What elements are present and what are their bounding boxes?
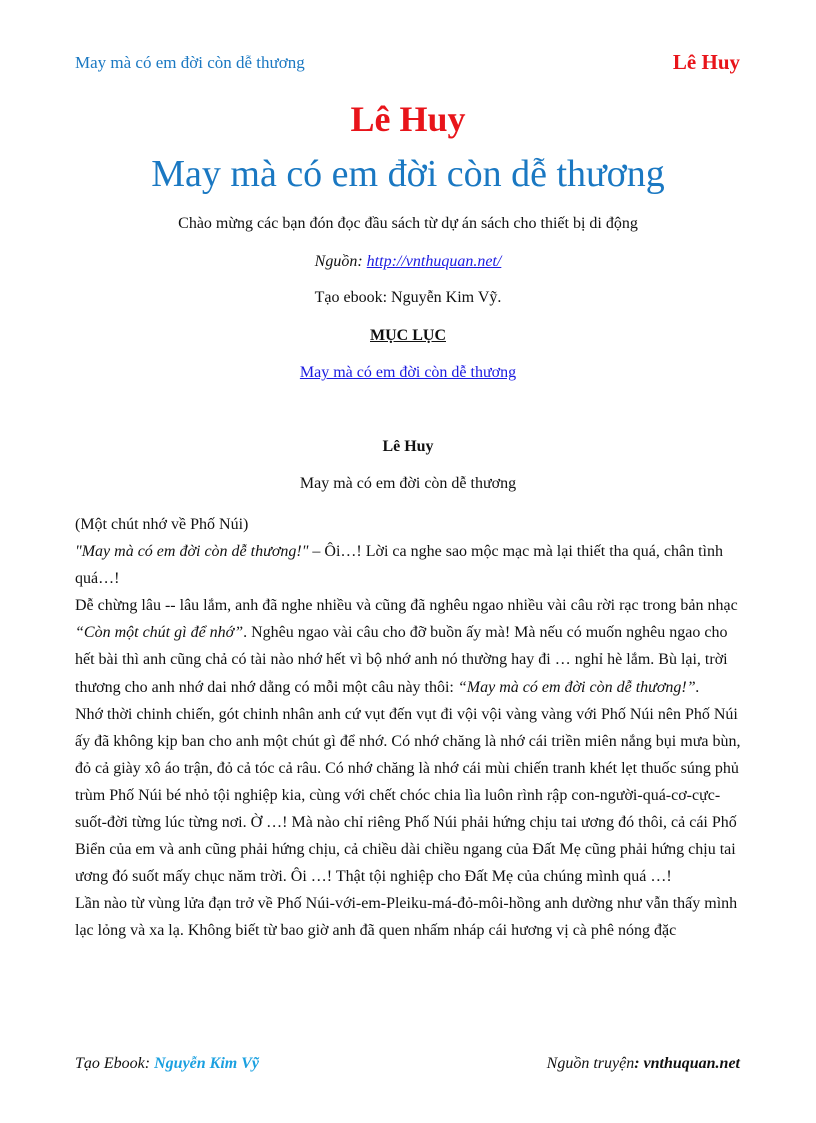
running-header — [75, 50, 740, 76]
footer-ebook-credit — [75, 1055, 259, 1073]
footer-left-label: Tạo Ebook — [75, 1055, 145, 1072]
toc-heading: MỤC LỤC — [370, 327, 446, 344]
song-title: “Còn một chút gì để nhớ” — [75, 624, 244, 642]
footer-right-sep: : — [634, 1055, 644, 1072]
paragraph-2-text-a: Dễ chừng lâu -- lâu lắm, anh đã nghe nhiều và cũng đã nghêu ngao nhiều vài câu rời rạc trong bản nhạc — [75, 597, 738, 615]
chapter-title: May mà có em đời còn dễ thương — [299, 475, 517, 492]
footer-maker-name: Nguyễn Kim Vỹ — [154, 1055, 259, 1072]
ebook-maker: Tạo ebook: Nguyễn Kim Vỹ. — [314, 289, 502, 306]
chapter-subtitle: (Một chút nhớ về Phố Núi) — [75, 516, 249, 533]
paragraph-2-text-b: . Nghêu ngao vài câu cho đỡ buồn ấy mà! Mà nếu có muốn nghêu ngao cho hết bài thì anh cũng chả có tài nào nhớ hết vì bộ nhớ anh nó thường hay đi … nghỉ hè lắm. Bù lại, trời thương cho anh nhớ dai nhớ dằng có mỗi một câu này thôi: — [75, 624, 728, 696]
source-label: Nguồn: — [314, 253, 367, 270]
footer-left-sep: : — [144, 1055, 155, 1072]
toc-item-link[interactable]: May mà có em đời còn dễ thương — [299, 364, 517, 381]
header-book-title: May mà có em đời còn dễ thương — [75, 53, 305, 72]
paragraph-1 — [75, 538, 745, 592]
page-footer — [75, 1055, 740, 1077]
paragraph-2 — [75, 592, 745, 700]
source-link[interactable]: http://vnthuquan.net/ — [366, 253, 502, 270]
chapter-body — [75, 511, 745, 945]
footer-source-site: vnthuquan.net — [643, 1055, 740, 1072]
source-line — [0, 253, 816, 271]
paragraph-1-text: – Ôi…! Lời ca nghe sao mộc mạc mà lại thiết tha quá, chân tình quá…! — [75, 543, 723, 588]
welcome-line: Chào mừng các bạn đón đọc đầu sách từ dự án sách cho thiết bị di động — [178, 215, 638, 232]
book-author: Lê Huy — [350, 99, 466, 139]
paragraph-4: Lần nào từ vùng lửa đạn trở về Phố Núi-với-em-Pleiku-má-đỏ-môi-hồng anh dường như vẫn thấy mình lạc lỏng và xa lạ. Không biết từ bao giờ anh đã quen nhấm nháp cái hương vị cà phê nóng đặc — [75, 895, 738, 940]
song-quote: "May mà có em đời còn dễ thương!" — [75, 543, 309, 561]
header-author: Lê Huy — [672, 50, 740, 74]
footer-right-label: Nguồn truyện — [546, 1055, 635, 1072]
book-title: May mà có em đời còn dễ thương — [151, 153, 665, 195]
lyric-quote: “May mà có em đời còn dễ thương!”. — [457, 678, 700, 696]
chapter-author: Lê Huy — [382, 438, 434, 455]
footer-source-credit — [547, 1055, 740, 1073]
paragraph-3: Nhớ thời chinh chiến, gót chinh nhân anh cứ vụt đến vụt đi vội vội vàng vàng với Phố Núi nên Phố Núi ấy đã không kịp ban cho anh một chút gì để nhớ. Có nhớ chăng là nhớ cái triền miên nắng bụi mưa bùn, đỏ cả giày xô áo trận, đỏ cả tóc cả râu. Có nhớ chăng là nhớ cái mùi chiến tranh khét lẹt thuốc súng phủ trùm Phố Núi bé nhỏ tội nghiệp kia, cùng với chết chóc chia lìa luôn rình rập con-người-quá-cơ-cực-suốt-đời từng lúc từng nơi. Ờ …! Mà nào chỉ riêng Phố Núi phải hứng chịu tai ương đó thôi, cả cái Phố Biển của em và anh cũng phải hứng chịu, cả chiều dài chiều ngang của Đất Mẹ cũng phải hứng chịu tai ương đó suốt mấy chục năm trời. Ôi …! Thật tội nghiệp cho Đất Mẹ của chúng mình quá …! — [75, 705, 741, 886]
